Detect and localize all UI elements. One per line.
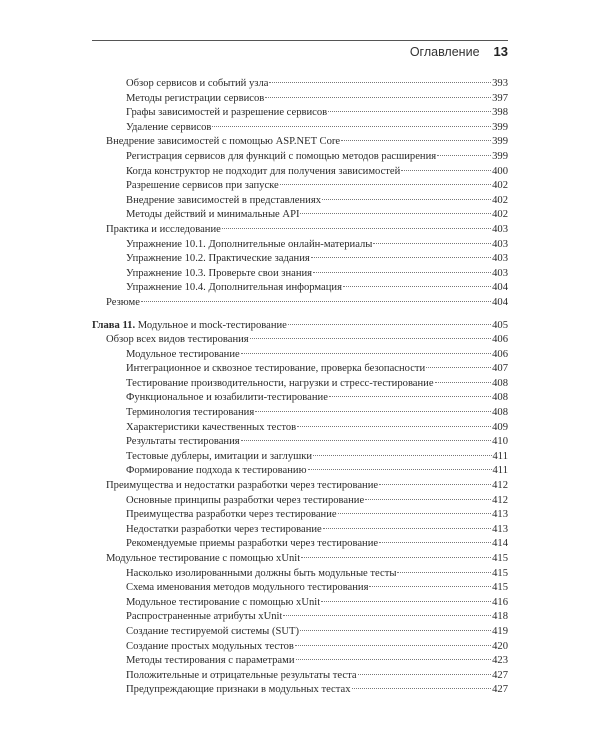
toc-entry[interactable] — [92, 508, 508, 523]
toc-entry-title: Схема именования методов модульного тестирования — [126, 582, 369, 594]
toc-page-number: 415 — [492, 582, 508, 594]
toc-entry-title: Упражнение 10.3. Проверьте свои знания — [126, 267, 313, 279]
toc-entry-title: Преимущества и недостатки разработки через тестирование — [106, 480, 379, 492]
toc-page-number: 418 — [492, 611, 508, 623]
toc-entry-title: Функциональное и юзабилити-тестирование — [126, 392, 328, 404]
toc-page-number: 405 — [492, 319, 508, 331]
toc-entry-title: Обзор сервисов и событий узла — [126, 78, 269, 89]
dot-leader — [397, 572, 491, 573]
toc-entry-title: Модульное тестирование с помощью xUnit — [126, 596, 321, 608]
toc-entry-title: Внедрение зависимостей с помощью ASP.NET Core — [106, 136, 341, 148]
toc-entry[interactable] — [92, 377, 508, 392]
toc-entry[interactable] — [92, 391, 508, 406]
dot-leader — [288, 324, 491, 325]
toc-entry[interactable] — [92, 523, 508, 538]
toc-entry-title: Удаление сервисов — [126, 121, 212, 133]
toc-entry[interactable] — [92, 567, 508, 582]
dot-leader — [358, 674, 492, 675]
section-name: Оглавление — [409, 45, 480, 59]
toc-entry[interactable] — [92, 267, 508, 282]
dot-leader — [435, 382, 492, 383]
dot-leader — [352, 688, 492, 689]
toc-entry-title: Интеграционное и сквозное тестирование, проверка безопасности — [126, 363, 426, 375]
dot-leader — [401, 170, 491, 171]
toc-page-number: 415 — [492, 567, 508, 579]
dot-leader — [255, 411, 491, 412]
toc-entry-title: Создание простых модульных тестов — [126, 640, 294, 652]
toc-page-number: 402 — [492, 209, 508, 221]
toc-page-number: 408 — [492, 407, 508, 419]
toc-entry-title: Распространенные атрибуты xUnit — [126, 611, 283, 623]
toc-page-number: 399 — [492, 150, 508, 162]
toc-entry[interactable] — [92, 625, 508, 640]
toc-entry[interactable] — [92, 610, 508, 625]
dot-leader — [322, 199, 491, 200]
toc-page-number: 404 — [492, 296, 508, 308]
dot-leader — [323, 528, 491, 529]
toc-entry[interactable] — [92, 296, 508, 311]
chapter-title: Модульное и mock-тестирование — [137, 319, 287, 331]
toc-page-number: 427 — [492, 684, 508, 696]
toc-page-number: 411 — [492, 465, 508, 477]
toc-entry-title: Методы тестирования с параметрами — [126, 655, 295, 667]
toc-entry[interactable] — [92, 537, 508, 552]
table-of-contents — [92, 77, 508, 698]
toc-entry-title: Формирование подхода к тестированию — [126, 465, 307, 477]
toc-page-number: 412 — [492, 494, 508, 506]
dot-leader — [265, 97, 491, 98]
toc-entry-title: Методы действий и минимальные API — [126, 209, 300, 221]
toc-page-number: 410 — [492, 436, 508, 448]
toc-page-number: 403 — [492, 267, 508, 279]
dot-leader — [241, 353, 491, 354]
toc-entry-title: Терминология тестирования — [126, 407, 255, 419]
toc-page-number: 398 — [492, 107, 508, 119]
dot-leader — [313, 455, 491, 456]
toc-entry-title: Обзор всех видов тестирования — [106, 334, 249, 346]
toc-entry-title: Создание тестируемой системы (SUT) — [126, 625, 300, 637]
toc-entry[interactable] — [92, 252, 508, 267]
dot-leader — [311, 257, 491, 258]
toc-entry[interactable] — [92, 421, 508, 436]
toc-entry-title: Разрешение сервисов при запуске — [126, 180, 279, 192]
toc-page-number: 403 — [492, 253, 508, 265]
dot-leader — [365, 499, 491, 500]
toc-entry-title: Насколько изолированными должны быть модульные тесты — [126, 567, 397, 579]
toc-entry-title: Упражнение 10.2. Практические задания — [126, 253, 310, 265]
toc-entry-title: Модульное тестирование с помощью xUnit — [106, 553, 301, 564]
toc-entry-title: Недостатки разработки через тестирование — [126, 523, 322, 535]
dot-leader — [241, 440, 491, 441]
toc-entry[interactable] — [92, 464, 508, 479]
toc-entry[interactable] — [92, 581, 508, 596]
toc-entry[interactable] — [92, 281, 508, 296]
dot-leader — [338, 513, 492, 514]
toc-page-number: 400 — [492, 165, 508, 177]
dot-leader — [269, 82, 491, 83]
toc-entry[interactable] — [92, 92, 508, 107]
dot-leader — [295, 645, 491, 646]
toc-entry-title: Модульное тестирование — [126, 348, 240, 360]
toc-entry-title: Резюме — [106, 296, 140, 308]
dot-leader — [343, 286, 491, 287]
toc-entry-title: Упражнение 10.4. Дополнительная информация — [126, 282, 342, 294]
toc-entry-title: Когда конструктор не подходит для получения зависимостей — [126, 165, 401, 177]
toc-entry[interactable] — [92, 121, 508, 136]
toc-page-number: 414 — [492, 538, 508, 550]
toc-entry-title — [92, 319, 287, 334]
toc-entry-title: Основные принципы разработки через тестирование — [126, 494, 365, 506]
toc-entry[interactable] — [92, 450, 508, 465]
toc-page-number: 397 — [492, 92, 508, 104]
toc-entry-title: Внедрение зависимостей в представлениях — [126, 194, 322, 206]
toc-page-number: 411 — [492, 450, 508, 462]
toc-entry[interactable] — [92, 640, 508, 655]
dot-leader — [300, 630, 491, 631]
toc-entry[interactable] — [92, 150, 508, 165]
toc-entry[interactable] — [92, 208, 508, 223]
dot-leader — [300, 213, 491, 214]
toc-entry-title: Преимущества разработки через тестирование — [126, 509, 337, 521]
toc-page-number: 399 — [492, 121, 508, 133]
toc-entry-title: Регистрация сервисов для функций с помощью методов расширения — [126, 150, 437, 162]
toc-entry-title: Практика и исследование — [106, 223, 221, 235]
toc-page-number: 427 — [492, 669, 508, 681]
toc-page-number: 404 — [492, 282, 508, 294]
page-number: 13 — [493, 44, 508, 59]
toc-entry[interactable] — [92, 165, 508, 180]
toc-entry[interactable] — [92, 552, 508, 567]
dot-leader — [296, 659, 492, 660]
toc-page-number: 420 — [492, 640, 508, 652]
toc-entry[interactable] — [92, 654, 508, 669]
toc-entry[interactable] — [92, 135, 508, 150]
toc-page-number: 402 — [492, 194, 508, 206]
toc-page-number: 412 — [492, 480, 508, 492]
chapter-label: Глава 11. — [92, 319, 136, 331]
toc-entry[interactable] — [92, 238, 508, 253]
toc-page-number: 406 — [492, 334, 508, 346]
toc-page-number: 406 — [492, 348, 508, 360]
toc-entry[interactable] — [92, 194, 508, 209]
toc-entry-title: Рекомендуемые приемы разработки через тестирование — [126, 538, 379, 550]
dot-leader — [222, 228, 491, 229]
toc-page-number: 415 — [492, 553, 508, 564]
toc-chapter-entry[interactable] — [92, 319, 508, 334]
toc-page-number: 408 — [492, 392, 508, 404]
toc-entry-title: Графы зависимостей и разрешение сервисов — [126, 107, 328, 119]
toc-entry[interactable] — [92, 479, 508, 494]
dot-leader — [308, 469, 492, 470]
toc-page-number: 402 — [492, 180, 508, 192]
toc-entry[interactable] — [92, 596, 508, 611]
toc-entry-title: Тестирование производительности, нагрузки и стресс-тестирование — [126, 377, 434, 389]
toc-entry-title: Характеристики качественных тестов — [126, 421, 297, 433]
dot-leader — [341, 140, 491, 141]
toc-entry[interactable] — [92, 362, 508, 377]
dot-leader — [301, 557, 491, 558]
toc-entry[interactable] — [92, 179, 508, 194]
dot-leader — [321, 601, 491, 602]
toc-entry[interactable] — [92, 333, 508, 348]
dot-leader — [426, 367, 491, 368]
toc-page-number: 408 — [492, 377, 508, 389]
toc-entry[interactable] — [92, 683, 508, 698]
toc-page-number: 413 — [492, 523, 508, 535]
toc-entry[interactable] — [92, 406, 508, 421]
toc-page-number: 403 — [492, 238, 508, 250]
dot-leader — [373, 243, 491, 244]
running-head — [410, 44, 508, 59]
header-rule — [92, 40, 508, 41]
dot-leader — [379, 542, 491, 543]
toc-entry-title: Положительные и отрицательные результаты теста — [126, 669, 357, 681]
toc-entry[interactable] — [92, 669, 508, 684]
toc-entry-title: Упражнение 10.1. Дополнительные онлайн-материалы — [126, 238, 373, 250]
dot-leader — [369, 586, 491, 587]
toc-entry[interactable] — [92, 77, 508, 92]
toc-entry[interactable] — [92, 348, 508, 363]
dot-leader — [379, 484, 491, 485]
toc-entry-title: Тестовые дублеры, имитации и заглушки — [126, 450, 313, 462]
dot-leader — [283, 615, 491, 616]
toc-page-number: 423 — [492, 655, 508, 667]
toc-entry[interactable] — [92, 494, 508, 509]
dot-leader — [212, 126, 491, 127]
toc-entry-title: Предупреждающие признаки в модульных тестах — [126, 684, 351, 696]
dot-leader — [280, 184, 491, 185]
toc-entry[interactable] — [92, 223, 508, 238]
toc-page-number: 419 — [492, 625, 508, 637]
dot-leader — [437, 155, 491, 156]
toc-page-number: 407 — [492, 363, 508, 375]
toc-page-number: 409 — [492, 421, 508, 433]
toc-entry-title: Результаты тестирования — [126, 436, 240, 448]
toc-page-number: 393 — [492, 78, 508, 89]
toc-entry[interactable] — [92, 106, 508, 121]
dot-leader — [329, 396, 491, 397]
dot-leader — [250, 338, 491, 339]
toc-page-number: 416 — [492, 596, 508, 608]
dot-leader — [297, 426, 491, 427]
toc-page-number: 413 — [492, 509, 508, 521]
dot-leader — [141, 301, 491, 302]
toc-page-number: 399 — [492, 136, 508, 148]
dot-leader — [313, 272, 491, 273]
toc-page-number: 403 — [492, 223, 508, 235]
toc-entry[interactable] — [92, 435, 508, 450]
dot-leader — [328, 111, 491, 112]
toc-entry-title: Методы регистрации сервисов — [126, 92, 265, 104]
